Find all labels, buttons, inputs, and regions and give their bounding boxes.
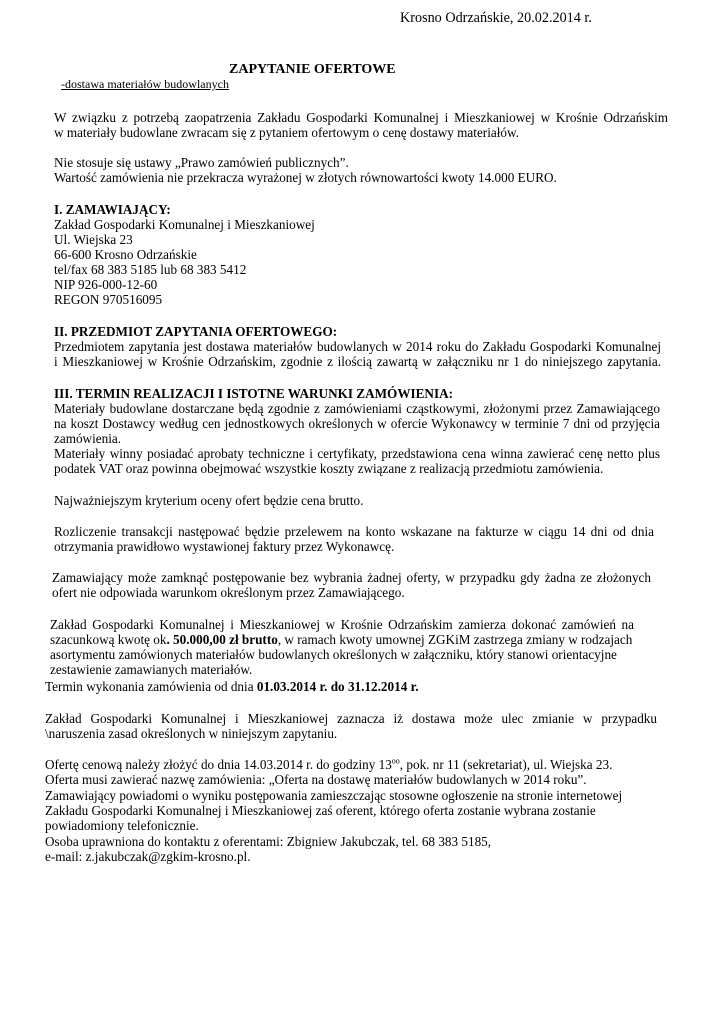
contact-email[interactable]: e-mail: z.jakubczak@zgkim-krosno.pl.	[45, 849, 251, 864]
submission-line-1	[45, 757, 612, 772]
order-value-line-2	[50, 632, 632, 647]
submission-hour-superscript: oo	[391, 756, 400, 766]
intro-line-3: Nie stosuje się ustawy „Prawo zamówień publicznych”.	[54, 155, 349, 170]
order-term-line	[45, 679, 419, 694]
order-value-line-3: asortymentu zamówionych materiałów budowlanych określonych w załączniku, który stanowi orientacyjne	[50, 647, 617, 662]
section-1-heading: I. ZAMAWIAJĄCY:	[54, 202, 171, 217]
submission-line-3: Zamawiający powiadomi o wyniku postępowania zamieszczając stosowne ogłoszenie na stronie internetowej	[45, 788, 623, 803]
contractor-city: 66-600 Krosno Odrzańskie	[54, 247, 197, 262]
evaluation-criterion: Najważniejszym kryterium oceny ofert będzie cena brutto.	[54, 493, 364, 508]
section-2-heading: II. PRZEDMIOT ZAPYTANIA OFERTOWEGO:	[54, 324, 338, 339]
delivery-change-line-1: Zakład Gospodarki Komunalnej i Mieszkaniowej zaznacza iż dostawa może ulec zmianie w przypadku	[45, 711, 657, 726]
order-term-dates: 01.03.2014 r. do 31.12.2014 r.	[256, 679, 419, 694]
contractor-name: Zakład Gospodarki Komunalnej i Mieszkaniowej	[54, 217, 315, 232]
section-3-heading: III. TERMIN REALIZACJI I ISTOTNE WARUNKI ZAMÓWIENIA:	[54, 386, 454, 401]
section-3-line-2: na koszt Dostawcy według cen jednostkowych określonych w ofercie Wykonawcy w terminie 7 dni od przyjęcia	[54, 416, 660, 431]
place-date: Krosno Odrzańskie, 20.02.2014 r.	[400, 10, 592, 26]
order-term-text: Termin wykonania zamówienia od dnia	[45, 679, 257, 694]
submission-deadline-text: Ofertę cenową należy złożyć do dnia 14.03.2014 r. do godziny 13	[45, 757, 392, 772]
section-3-line-5: podatek VAT oraz powinna obejmować wszystkie koszty związane z realizacją przedmiotu zamówienia.	[54, 461, 604, 476]
contractor-street: Ul. Wiejska 23	[54, 232, 133, 247]
section-3-line-1: Materiały budowlane dostarczane będą zgodnie z zamówieniami cząstkowymi, złożonymi przez Zamawiającego	[54, 401, 660, 416]
intro-line-1: W związku z potrzebą zaopatrzenia Zakładu Gospodarki Komunalnej i Mieszkaniowej w Krośnie Odrzańskim	[54, 110, 668, 125]
section-3-line-3: zamówienia.	[54, 431, 122, 446]
delivery-change-line-2: \naruszenia zasad określonych w niniejszym zapytaniu.	[45, 726, 338, 741]
order-value-text: szacunkową kwotę ok	[50, 632, 167, 647]
submission-line-5: powiadomiony telefonicznie.	[45, 818, 199, 833]
order-value-line-1: Zakład Gospodarki Komunalnej i Mieszkaniowej w Krośnie Odrzańskim zamierza dokonać zamówień na	[50, 617, 634, 632]
contact-person: Osoba uprawniona do kontaktu z oferentami: Zbigniew Jakubczak, tel. 68 383 5185,	[45, 834, 492, 849]
document-subtitle: -dostawa materiałów budowlanych	[61, 77, 229, 91]
intro-line-2: w materiały budowlane zwracam się z pytaniem ofertowym o cenę dostawy materiałów.	[54, 125, 519, 140]
order-value-text-cont: , w ramach kwoty umownej ZGKiM zastrzega zmiany w rodzajach	[277, 632, 633, 647]
order-value-amount: . 50.000,00 zł brutto	[166, 632, 278, 647]
intro-line-4: Wartość zamówienia nie przekracza wyrażonej w złotych równowartości kwoty 14.000 EURO.	[54, 170, 557, 185]
cancellation-line-1: Zamawiający może zamknąć postępowanie bez wybrania żadnej oferty, w przypadku gdy żadna ze złożonych	[52, 570, 651, 585]
submission-place-text: , pok. nr 11 (sekretariat), ul. Wiejska 23.	[399, 757, 613, 772]
contractor-regon: REGON 970516095	[54, 292, 163, 307]
settlement-line-2: otrzymania prawidłowo wystawionej faktury przez Wykonawcę.	[54, 539, 395, 554]
contractor-phone: tel/fax 68 383 5185 lub 68 383 5412	[54, 262, 247, 277]
section-2-line-1: Przedmiotem zapytania jest dostawa materiałów budowlanych w 2014 roku do Zakładu Gospodarki Komunalnej	[54, 339, 661, 354]
order-value-line-4: zestawienie zamawianych materiałów.	[50, 662, 253, 677]
section-3-line-4: Materiały winny posiadać aprobaty techniczne i certyfikaty, przedstawiona cena winna zawierać cenę netto plus	[54, 446, 660, 461]
contractor-nip: NIP 926-000-12-60	[54, 277, 158, 292]
settlement-line-1: Rozliczenie transakcji następować będzie przelewem na konto wskazane na fakturze w ciągu 14 dni od dnia	[54, 524, 654, 539]
submission-line-2: Oferta musi zawierać nazwę zamówienia: „Oferta na dostawę materiałów budowlanych w 2014 roku”.	[45, 772, 587, 787]
document-title: ZAPYTANIE OFERTOWE	[229, 62, 396, 77]
submission-line-4: Zakładu Gospodarki Komunalnej i Mieszkaniowej zaś oferent, którego oferta zostanie wybrana zostanie	[45, 803, 596, 818]
section-2-line-2: i Mieszkaniowej w Krośnie Odrzańskim, zgodnie z ilością zawartą w załączniku nr 1 do niniejszego zapytania.	[54, 354, 661, 369]
cancellation-line-2: ofert nie odpowiada warunkom określonym przez Zamawiającego.	[52, 585, 405, 600]
